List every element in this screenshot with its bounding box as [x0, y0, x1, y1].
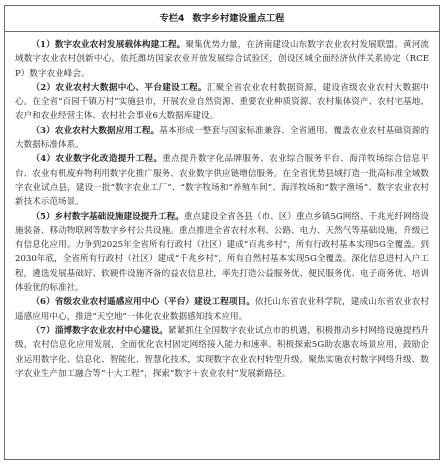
paragraph-text: 基本形成一整套与国家标准兼容、全省通用、覆盖农业农村基础资源的大数据标准体系。 [15, 125, 429, 151]
paragraph-lead: （5）乡村数字基础设施建设提升工程。 [31, 211, 184, 222]
paragraph-lead: （7）淄博数字农业农村中心建设。 [31, 325, 168, 336]
paragraph-text: 重点提升数字化品牌服务、农业综合服务平台、海洋牧场综合信息平台、农业有机废弃物利用数字化推广服务、农业数字供应链增信服务。在全省优势县域打造一批高标准全域数字农业试点县，建设一批“数字农业工厂”、“数字牧场和“养殖车间”、海洋牧场和“数字渔场”、数字农业农村新技术示范场景。 [15, 154, 429, 208]
paragraph-1 [15, 38, 429, 81]
paragraph-lead: （3）农业农村大数据应用工程。 [31, 125, 160, 136]
paragraph-7 [15, 324, 429, 381]
paragraph-4 [15, 152, 429, 209]
column-title: 数字乡村建设重点工程 [192, 13, 285, 24]
paragraph-text: 依托山东省农业科学院，建成山东省农业农村遥感应用中心，推进“天空地”一体化农业数据感知技术应用。 [15, 297, 429, 322]
paragraph-lead: （4）农业数字化改造提升工程。 [31, 154, 163, 165]
paragraph-6 [15, 295, 429, 324]
paragraph-lead: （2）农业农村大数据中心、平台建设工程。 [31, 82, 207, 93]
paragraph-lead: （1）数字农业农村发展载体构建工程。 [31, 40, 186, 50]
paragraph-5 [15, 210, 429, 296]
column-body [5, 32, 439, 381]
column-header [5, 6, 439, 32]
paragraph-3 [15, 124, 429, 153]
paragraph-text: 紧紧抓住全国数字农业试点市的机遇，积极推动乡村网络设施提档升级，农村信息化应用发展，全面优化农村固定网络接入能力和速率。积极探索5G助农惠农场景应用，鼓励企业运用数字化、信息化、智能化、智慧化技术，实现数字农业农村转型升级。聚焦实施农村数字网络升级、数字农业生产加工融合等“十大工程”，探索“数字＋农业农村”发展新路径。 [15, 325, 429, 379]
paragraph-lead: （6）省级农业农村遥感应用中心（平台）建设工程项目。 [31, 297, 256, 308]
paragraph-text: 汇聚全省农业农村数据资源，建设省级农业农村大数据中心。在全省“百园千镇万村”实施县市，开展农业自然资源、重要农业种质资源、农村集体资产、农村宅基地、农户和农业经营主体、农村社会事业6大数据库建设。 [15, 82, 429, 122]
feature-box [4, 5, 440, 460]
paragraph-text: 重点建设全省各县（市、区）重点乡镇5G网络、千兆光纤网络设施装备、移动物联网等数字乡村公共设施。重点推进全省农村水利、公路、电力、天然气等基础设施，升级已有信息化应用。力争到2025年全省所有行政村（社区）建成“百兆乡村”，所有行政村基本实现5G全覆盖。到2030年底，全省所有行政村（社区）建成“千兆乡村”，所有自然村基本实现5G全覆盖。深化信息进村入户工程，遴选发展基础好、软硬件设施齐备的益农信息社，率先打造公益服务优、便民服务优、电子商务优、培训体验优的标准社。 [15, 211, 429, 294]
paragraph-text: 聚集优势力量，在济南建设山东数字农业农村发展联盟、黄河流域数字农业农村创新中心。依托潍坊国家农业开放发展综合试验区，创设区域全面经济伙伴关系协定（RCEP）数字农业峰会。 [15, 40, 429, 79]
column-label: 专栏4 [159, 13, 185, 24]
paragraph-2 [15, 81, 429, 124]
